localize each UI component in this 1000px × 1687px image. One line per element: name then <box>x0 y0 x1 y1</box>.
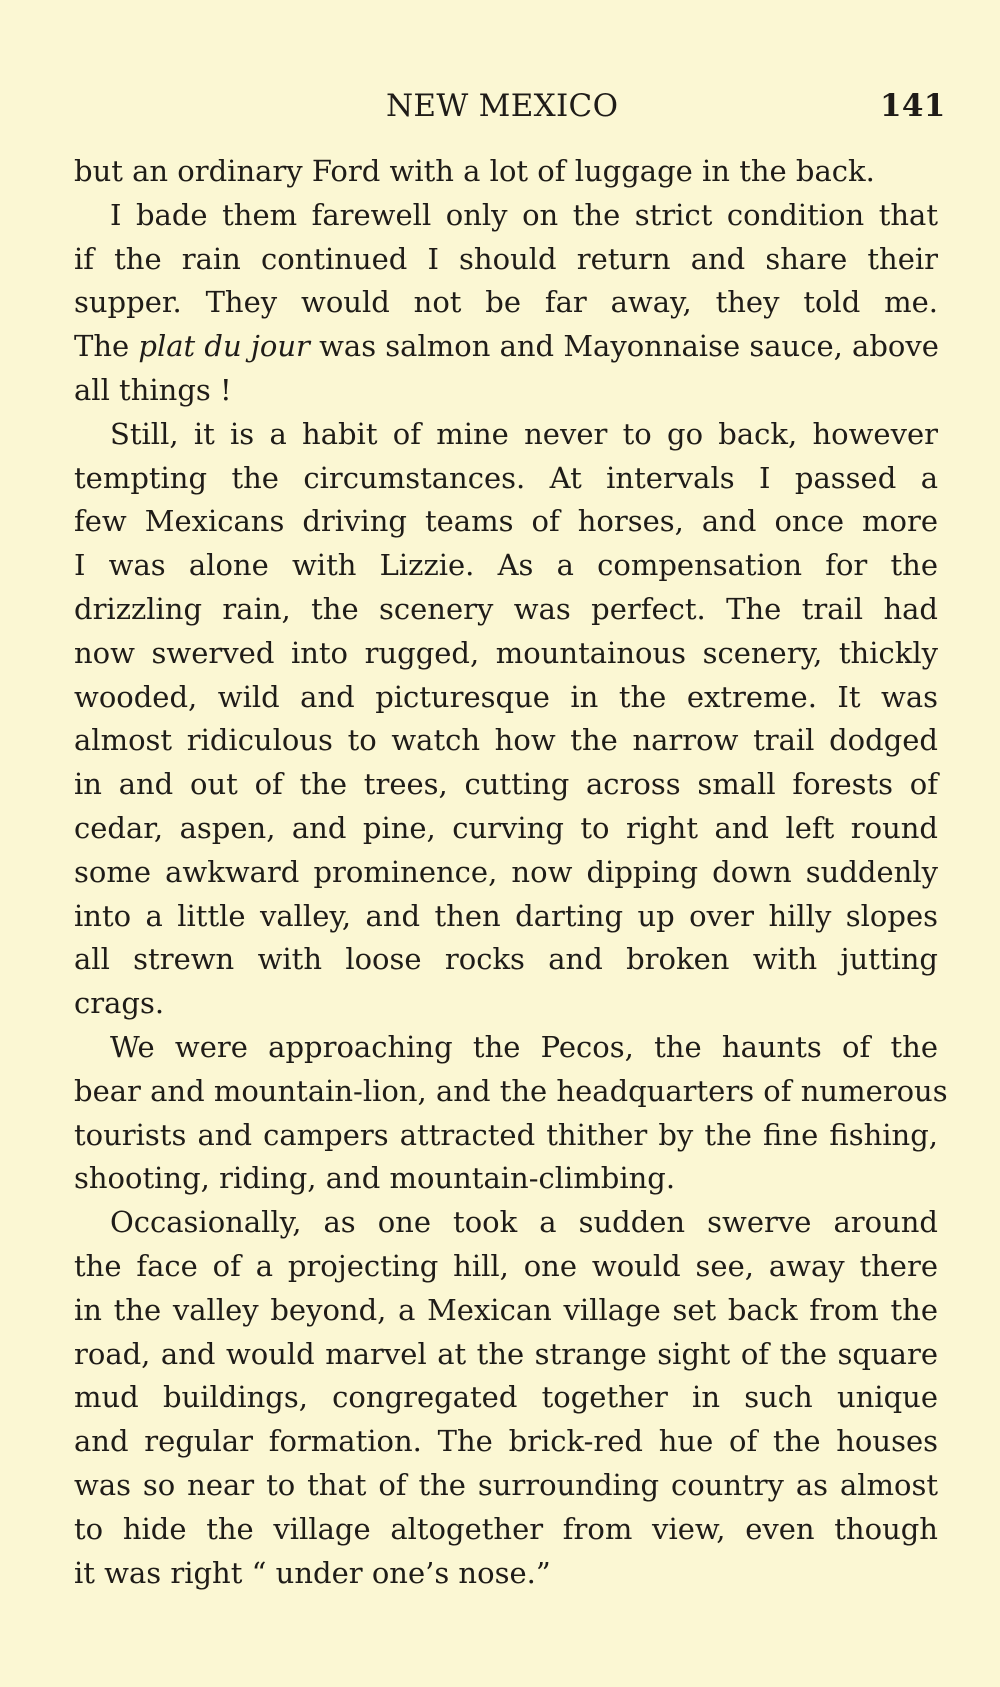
text-line: I bade them farewell only on the strict condition that <box>110 197 938 232</box>
text-line: Still, it is a habit of mine never to go back, however <box>110 416 938 451</box>
text-line: Occasionally, as one took a sudden swerve around <box>110 1205 938 1240</box>
text-segment: The <box>74 329 139 364</box>
text-line <box>74 325 938 369</box>
text-line: but an ordinary Ford with a lot of luggage in the back. <box>74 154 875 188</box>
italic-phrase: plat du jour <box>138 329 310 364</box>
text-line: supper. They would not be far away, they told me. <box>74 285 938 320</box>
text-line: to hide the village altogether from view, even though <box>74 1511 938 1546</box>
text-line: in the valley beyond, a Mexican village set back from the <box>74 1292 938 1327</box>
text-line: tempting the circumstances. At intervals I passed a <box>74 460 938 495</box>
text-line: wooded, wild and picturesque in the extreme. It was <box>74 679 938 714</box>
text-line: cedar, aspen, and pine, curving to right and left round <box>74 810 938 845</box>
text-line: into a little valley, and then darting up over hilly slopes <box>74 898 938 933</box>
text-line: now swerved into rugged, mountainous scenery, thickly <box>74 635 938 670</box>
text-line: shooting, riding, and mountain-climbing. <box>74 1161 676 1196</box>
text-line: road, and would marvel at the strange sight of the square <box>74 1336 938 1371</box>
text-line: the face of a projecting hill, one would see, away there <box>74 1248 938 1283</box>
text-line: it was right “ under one’s nose.” <box>74 1555 551 1590</box>
text-line: few Mexicans driving teams of horses, and once more <box>74 504 938 539</box>
text-line: all things ! <box>74 372 232 407</box>
page-number: 141 <box>880 88 946 124</box>
text-line: drizzling rain, the scenery was perfect. The trail had <box>74 591 938 626</box>
paragraph-4 <box>74 1026 948 1201</box>
running-head <box>0 88 1000 134</box>
text-line: was so near to that of the surrounding country as almost <box>74 1467 938 1502</box>
text-segment: was salmon and Mayonnaise sauce, above <box>309 329 939 364</box>
text-line: and regular formation. The brick-red hue of the houses <box>74 1424 938 1459</box>
body-text <box>74 150 948 1595</box>
paragraph-5 <box>74 1201 938 1595</box>
paragraph-2 <box>74 194 938 413</box>
text-line: bear and mountain-lion, and the headquarters of numerous <box>74 1073 948 1108</box>
text-line: tourists and campers attracted thither by the fine fishing, <box>74 1117 938 1152</box>
text-line: if the rain continued I should return and share their <box>74 241 938 276</box>
paragraph-1 <box>74 150 938 194</box>
text-line: all strewn with loose rocks and broken with jutting <box>74 942 938 977</box>
text-line: some awkward prominence, now dipping down suddenly <box>74 854 938 889</box>
text-line: We were approaching the Pecos, the haunts of the <box>110 1029 938 1064</box>
text-line: almost ridiculous to watch how the narrow trail dodged <box>74 723 938 758</box>
paragraph-3 <box>74 413 938 1026</box>
text-line: I was alone with Lizzie. As a compensation for the <box>74 548 938 583</box>
running-title: NEW MEXICO <box>386 88 619 124</box>
text-line: mud buildings, congregated together in such unique <box>74 1380 938 1415</box>
text-line: in and out of the trees, cutting across small forests of <box>74 767 938 802</box>
text-line: crags. <box>74 986 165 1021</box>
